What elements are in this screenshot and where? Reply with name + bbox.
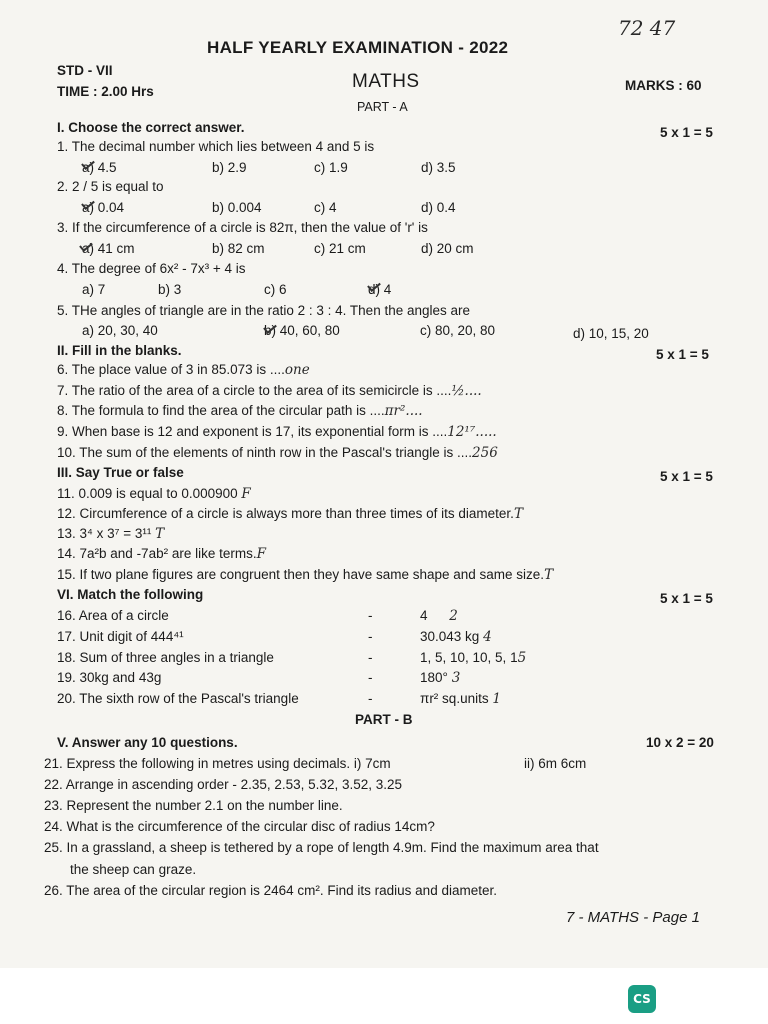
question-5: 5. THe angles of triangle are in the ratio 2 : 3 : 4. Then the angles are (57, 303, 471, 318)
q5-option-a: a) 20, 30, 40 (82, 323, 158, 338)
q4-option-b: b) 3 (158, 282, 182, 297)
answer-6: one (284, 362, 310, 378)
answer-13: T (155, 526, 165, 542)
match-answer-17: 4 (483, 629, 492, 645)
question-23: 23. Represent the number 2.1 on the number line. (44, 798, 343, 813)
question-26: 26. The area of the circular region is 2464 cm². Find its radius and diameter. (44, 883, 497, 898)
question-12: 12. Circumference of a circle is always more than three times of its diameter.T (57, 506, 523, 522)
subject-title: MATHS (352, 71, 420, 92)
answer-8: πr².... (384, 403, 423, 419)
section2-marks: 5 x 1 = 5 (656, 347, 709, 362)
q1-option-a: a) 4.5 (82, 160, 117, 175)
q3-option-b: b) 82 cm (212, 241, 265, 256)
answer-12: T (513, 506, 523, 522)
match-left-19: 19. 30kg and 43g (57, 670, 162, 685)
question-25: 25. In a grassland, a sheep is tethered by a rope of length 4.9m. Find the maximum area that (44, 840, 599, 855)
question-15: 15. If two plane figures are congruent then they have same shape and same size.T (57, 567, 554, 583)
question-14: 14. 7a²b and -7ab² are like terms.F (57, 546, 266, 562)
match-dash: - (368, 629, 373, 644)
q5-option-d: d) 10, 15, 20 (573, 326, 649, 341)
match-left-17: 17. Unit digit of 444⁴¹ (57, 629, 184, 644)
question-6: 6. The place value of 3 in 85.073 is ....one (57, 362, 310, 378)
question-4: 4. The degree of 6x² - 7x³ + 4 is (57, 261, 246, 276)
q5-option-b: b) 40, 60, 80 (264, 323, 340, 338)
exam-title: HALF YEARLY EXAMINATION - 2022 (207, 38, 509, 57)
match-dash: - (368, 670, 373, 685)
question-8: 8. The formula to find the area of the circular path is ....πr².... (57, 403, 423, 419)
q4-option-c: c) 6 (264, 282, 287, 297)
match-answer-16: 2 (449, 608, 458, 624)
q2-option-a: a) 0.04 (82, 200, 125, 215)
part-b-section-heading: V. Answer any 10 questions. (57, 735, 238, 750)
q3-option-d: d) 20 cm (421, 241, 474, 256)
q2-option-c: c) 4 (314, 200, 337, 215)
q1-option-b: b) 2.9 (212, 160, 247, 175)
question-3: 3. If the circumference of a circle is 82π, then the value of 'r' is (57, 220, 428, 235)
handwritten-number: 72 47 (618, 16, 676, 40)
match-left-16: 16. Area of a circle (57, 608, 169, 623)
q4-option-d: d) 4 (368, 282, 392, 297)
question-1: 1. The decimal number which lies between 4 and 5 is (57, 139, 375, 154)
question-10: 10. The sum of the elements of ninth row in the Pascal's triangle is ....256 (57, 445, 498, 461)
answer-9: 12¹⁷..... (447, 424, 497, 440)
answer-15: T (544, 567, 554, 583)
question-2: 2. 2 / 5 is equal to (57, 179, 164, 194)
camscanner-logo-icon: CS (628, 985, 656, 1013)
match-answer-18: 5 (517, 650, 527, 666)
match-dash: - (368, 608, 373, 623)
question-11: 11. 0.009 is equal to 0.000900 F (57, 486, 251, 502)
q3-option-a: a) 41 cm (82, 241, 135, 256)
part-a-label: PART - A (357, 100, 408, 114)
question-24: 24. What is the circumference of the circular disc of radius 14cm? (44, 819, 435, 834)
part-b-label: PART - B (355, 712, 413, 727)
std-label: STD - VII (57, 63, 113, 78)
answer-11: F (241, 486, 251, 502)
q2-option-b: b) 0.004 (212, 200, 262, 215)
marks-label: MARKS : 60 (625, 78, 702, 93)
match-left-20: 20. The sixth row of the Pascal's triangle (57, 691, 299, 706)
question-7: 7. The ratio of the area of a circle to the area of its semicircle is ....½.... (57, 383, 482, 399)
match-right-20: πr² sq.units 1 (420, 691, 501, 707)
question-25-continued: the sheep can graze. (70, 862, 197, 877)
q1-option-c: c) 1.9 (314, 160, 348, 175)
q5-option-c: c) 80, 20, 80 (420, 323, 496, 338)
match-answer-20: 1 (492, 691, 501, 707)
match-dash: - (368, 650, 373, 665)
match-right-16: 4 2 (420, 608, 458, 624)
question-21-part-2: ii) 6m 6cm (524, 756, 587, 771)
section1-heading: I. Choose the correct answer. (57, 120, 245, 135)
question-21: 21. Express the following in metres using decimals. i) 7cm (44, 756, 391, 771)
match-right-17: 30.043 kg 4 (420, 629, 492, 645)
q4-option-a: a) 7 (82, 282, 106, 297)
part-b-marks: 10 x 2 = 20 (646, 735, 714, 750)
q3-option-c: c) 21 cm (314, 241, 366, 256)
match-answer-19: 3 (451, 670, 461, 686)
section3-heading: III. Say True or false (57, 465, 184, 480)
section2-heading: II. Fill in the blanks. (57, 343, 182, 358)
answer-14: F (256, 546, 266, 562)
match-right-18: 1, 5, 10, 10, 5, 15 (420, 650, 527, 666)
answer-10: 256 (472, 445, 498, 461)
section4-heading: VI. Match the following (57, 587, 204, 602)
question-9: 9. When base is 12 and exponent is 17, its exponential form is ....12¹⁷..... (57, 424, 497, 440)
q1-option-d: d) 3.5 (421, 160, 456, 175)
answer-7: ½.... (451, 383, 482, 399)
section3-marks: 5 x 1 = 5 (660, 469, 713, 484)
match-dash: - (368, 691, 373, 706)
match-left-18: 18. Sum of three angles in a triangle (57, 650, 274, 665)
question-22: 22. Arrange in ascending order - 2.35, 2.53, 5.32, 3.52, 3.25 (44, 777, 403, 792)
page-footer: 7 - MATHS - Page 1 (566, 909, 700, 926)
q2-option-d: d) 0.4 (421, 200, 456, 215)
section1-marks: 5 x 1 = 5 (660, 125, 713, 140)
time-label: TIME : 2.00 Hrs (57, 84, 154, 99)
section4-marks: 5 x 1 = 5 (660, 591, 713, 606)
question-13: 13. 3⁴ x 3⁷ = 3¹¹ T (57, 526, 165, 542)
match-right-19: 180° 3 (420, 670, 461, 686)
